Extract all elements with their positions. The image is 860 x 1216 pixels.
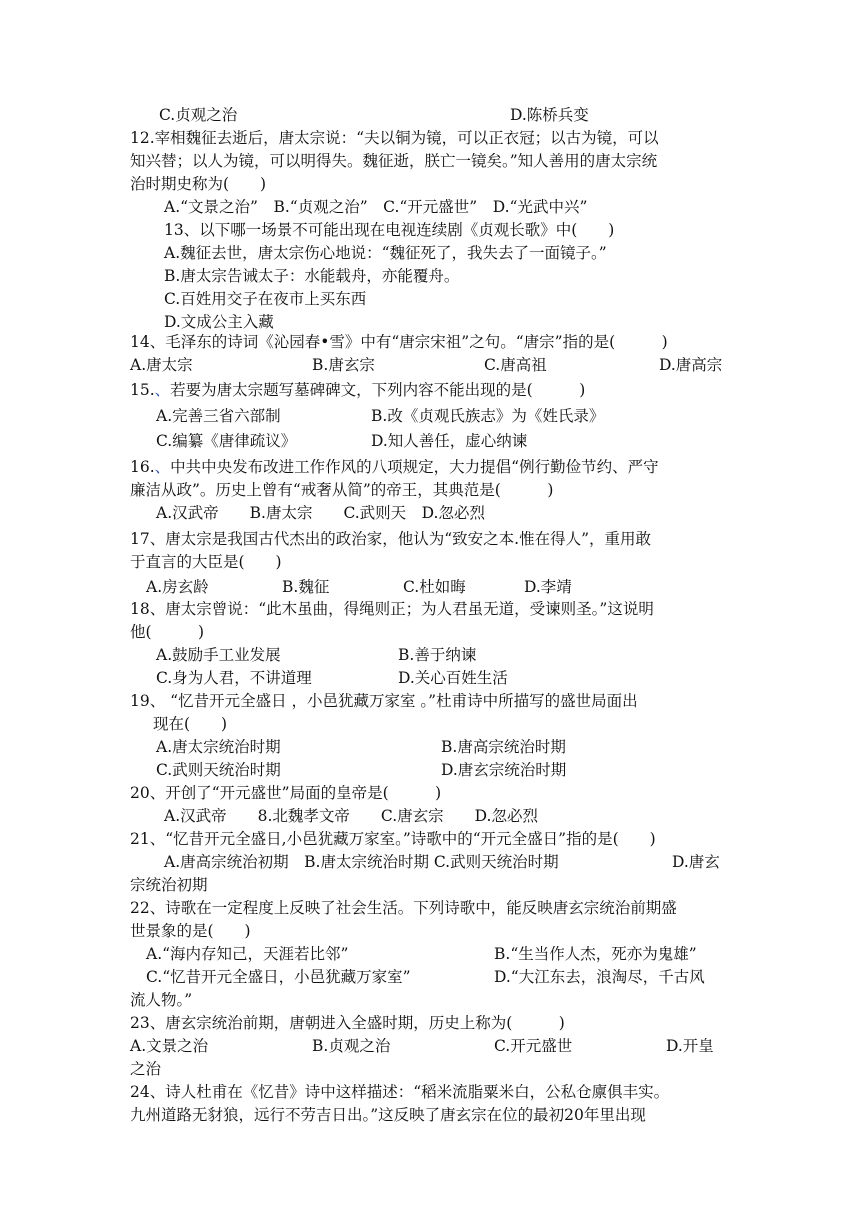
question-13-text: 13、以下哪一场景不可能出现在电视连续剧《贞观长歌》中( ) — [164, 221, 615, 239]
option-text: A.房玄龄 — [146, 578, 209, 596]
option-text: C.百姓用交子在夜市上买东西 — [164, 290, 367, 308]
question-22-text: 世景象的是( ) — [130, 922, 251, 940]
option-text: 流人物。” — [130, 991, 193, 1009]
option-text: B.唐玄宗 — [312, 356, 375, 374]
question-17-text: 17、唐太宗是我国古代杰出的政治家，他认为“致安之本.惟在得人”，重用敢 — [130, 530, 652, 548]
question-14-text: 14、毛泽东的诗词《沁园春•雪》中有“唐宗宋祖”之句。“唐宗”指的是( ) — [130, 333, 668, 351]
question-22-text: 22、诗歌在一定程度上反映了社会生活。下列诗歌中，能反映唐玄宗统治前期盛 — [130, 899, 677, 917]
question-19-text: 现在( ) — [153, 715, 228, 733]
option-text: D.知人善任，虚心纳谏 — [371, 432, 528, 450]
question-12-text: 治时期史称为( ) — [130, 175, 267, 193]
question-12-text: 知兴替；以人为镜，可以明得失。魏征逝，朕亡一镜矣。”知人善用的唐太宗统 — [130, 152, 658, 170]
option-text: B.唐太宗告诫太子：水能载舟，亦能覆舟。 — [164, 267, 460, 285]
option-text: A.“海内存知己，天涯若比邻” — [146, 945, 349, 963]
question-16-text: 廉洁从政”。历史上曾有“戒奢从简”的帝王，其典范是( ) — [130, 481, 554, 499]
option-text: D.唐玄宗统治时期 — [441, 761, 567, 779]
option-text: B.贞观之治 — [312, 1037, 391, 1055]
option-text: C.唐高祖 — [484, 356, 547, 374]
option-text: 宗统治初期 — [130, 876, 208, 894]
option-text: A.文景之治 — [130, 1037, 209, 1055]
question-17-text: 于直言的大臣是( ) — [130, 553, 282, 571]
option-text: D.开皇 — [666, 1037, 714, 1055]
option-text: A.唐高宗统治初期 B.唐太宗统治时期 C.武则天统治时期 — [164, 853, 559, 871]
option-text: C.开元盛世 — [494, 1037, 573, 1055]
question-20-options: A.汉武帝 8.北魏孝文帝 C.唐玄宗 D.忽必烈 — [164, 807, 538, 825]
question-21-text: 21、“忆昔开元全盛日,小邑犹藏万家室。”诗歌中的“开元全盛日”指的是( ) — [130, 830, 656, 848]
option-text: D.陈桥兵变 — [510, 106, 589, 124]
option-text: 之治 — [130, 1060, 162, 1078]
option-text: D.文成公主入藏 — [164, 313, 274, 331]
option-text: B.改《贞观氏族志》为《姓氏录》 — [371, 407, 605, 425]
option-text: A.唐太宗统治时期 — [156, 738, 281, 756]
question-24-text: 九州道路无豺狼，远行不劳吉日出。”这反映了唐玄宗在位的最初20年里出现 — [130, 1106, 646, 1124]
option-text: B.唐高宗统治时期 — [441, 738, 566, 756]
option-text: D.关心百姓生活 — [398, 669, 508, 687]
question-23-text: 23、唐玄宗统治前期，唐朝进入全盛时期，历史上称为( ) — [130, 1014, 565, 1032]
option-text: B.“生当作人杰，死亦为鬼雄” — [494, 945, 697, 963]
option-text: B.善于纳谏 — [398, 646, 477, 664]
option-text: A.完善三省六部制 — [156, 407, 281, 425]
question-24-text: 24、诗人杜甫在《忆昔》诗中这样描述：“稻米流脂粟米白，公私仓廪俱丰实。 — [130, 1083, 670, 1101]
option-text: C.杜如晦 — [403, 578, 466, 596]
question-18-text: 他( ) — [130, 623, 205, 641]
option-text: D.李靖 — [524, 578, 572, 596]
option-text: D.“大江东去，浪淘尽，千古风 — [494, 968, 705, 986]
question-12-options: A.“文景之治” B.“贞观之治” C.“开元盛世” D.“光武中兴” — [164, 198, 588, 216]
question-16-options: A.汉武帝 B.唐太宗 C.武则天 D.忽必烈 — [156, 504, 485, 522]
question-20-text: 20、开创了“开元盛世”局面的皇帝是( ) — [130, 784, 442, 802]
option-text: C.贞观之治 — [159, 106, 238, 124]
option-text: D.唐高宗 — [659, 356, 723, 374]
option-text: A.魏征去世，唐太宗伤心地说：“魏征死了，我失去了一面镜子。” — [164, 244, 607, 262]
option-text: C.编纂《唐律疏议》 — [156, 432, 297, 450]
question-15-text: 15.、若要为唐太宗题写墓碑碑文，下列内容不能出现的是( ) — [130, 381, 586, 399]
option-text: A.鼓励手工业发展 — [156, 646, 281, 664]
option-text: B.魏征 — [282, 578, 330, 596]
option-text: A.唐太宗 — [130, 356, 193, 374]
question-18-text: 18、唐太宗曾说：“此木虽曲，得绳则正；为人君虽无道，受谏则圣。”这说明 — [130, 600, 654, 618]
question-12-text: 12.宰相魏征去逝后，唐太宗说：“夫以铜为镜，可以正衣冠；以古为镜，可以 — [130, 129, 659, 147]
question-19-text: 19、 “忆昔开元全盛日 ，小邑犹藏万家室 。”杜甫诗中所描写的盛世局面出 — [130, 692, 638, 710]
option-text: C.武则天统治时期 — [156, 761, 281, 779]
option-text: C.身为人君，不讲道理 — [156, 669, 312, 687]
option-text: C.“忆昔开元全盛日，小邑犹藏万家室” — [146, 968, 411, 986]
option-text: D.唐玄 — [672, 853, 720, 871]
question-16-text: 16.、中共中央发布改进工作作风的八项规定，大力提倡“例行勤俭节约、严守 — [130, 458, 659, 476]
